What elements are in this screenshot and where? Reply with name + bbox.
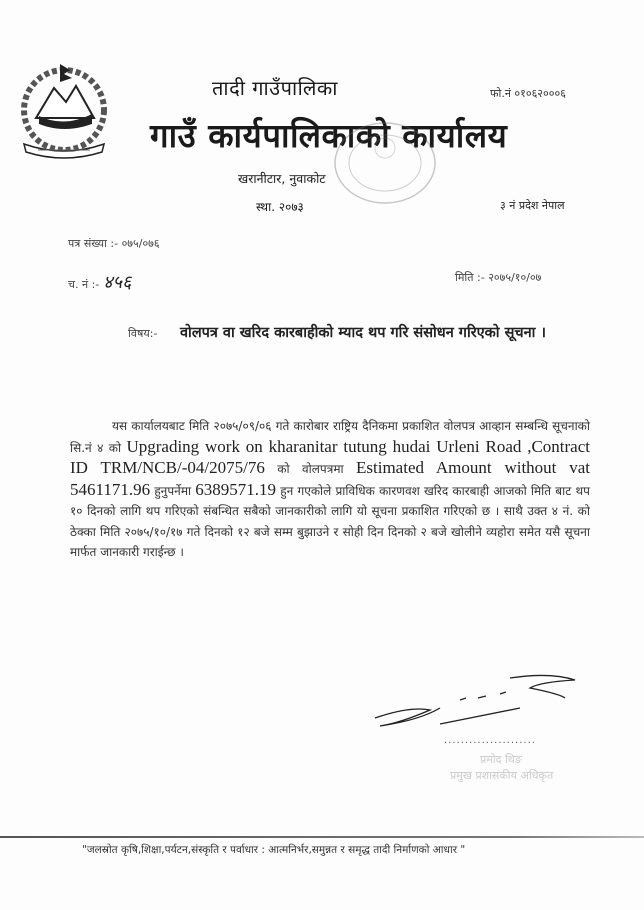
subject-text: वोलपत्र वा खरिद कारबाहीको म्याद थप गरि संसोधन गरिएको सूचना । <box>180 325 546 341</box>
body-part-4: हुन गएकोले प्राविधिक कारणवश खरिद कारबाही आजको मिति बाट थप १० दिनको लागि थप गरिएको संबन्धित सबैको जानकारीको लागि यो सूचना प्रकाशित गरिएको छ । साथै उक्त ४ नं. को ठेक्का मिति २०७५/१०/१७ गते दिनको १२ बजे सम्म बुझाउने र सोही दिन दिनको २ बजे खोलीने व्यहोरा समेत यसै सूचना मार्फत जानकारी गराईन्छ । <box>70 483 590 559</box>
body-part-1: यस कार्यालयबाट मिति २०७५/०९/०६ गते कारोबार राष्ट्रिय दैनिकमा प्रकाशित वोलपत्र आव्हान सम्बन्धि सूचनाको सि.नं ४ को <box>70 419 590 455</box>
established-year: स्था. २०७३ <box>256 200 304 214</box>
signature-line: ...................... <box>444 735 536 746</box>
office-title: गाउँ कार्यपालिकाको कार्यालय <box>150 116 508 155</box>
nepal-emblem-icon <box>14 58 114 168</box>
municipality-name: तादी गाउँपालिका <box>212 76 338 100</box>
body-project-name: Upgrading work on kharanitar tutung hudai Urleni Road ,Contract ID TRM/NCB/-04/2075/76 <box>70 436 590 477</box>
office-address: खरानीटार, नुवाकोट <box>238 171 326 186</box>
footer-divider <box>0 836 644 838</box>
province-label: ३ नं प्रदेश नेपाल <box>500 199 565 212</box>
dispatch-number-handwritten: ४५६ <box>103 272 132 293</box>
phone-number: फो.नं ०१०६२०००६ <box>490 87 566 100</box>
signatory-name: प्रमोद थिङ <box>480 753 522 766</box>
signatory-title: प्रमुख प्रशासकीय अधिकृत <box>450 769 554 782</box>
subject-label: विषय:- <box>128 327 158 340</box>
body-estimated-amount: Estimated Amount without vat 5461171.96 <box>70 458 591 499</box>
dispatch-number <box>68 270 131 294</box>
letter-body <box>70 416 590 563</box>
office-seal-stamp <box>330 118 440 208</box>
body-part-3: हुनुपर्नेमा <box>154 483 192 498</box>
body-part-2: को वोलपत्रमा <box>277 462 344 476</box>
reference-number: पत्र संख्या :- ०७५/०७६ <box>68 237 160 250</box>
letter-date: मिति :- २०७५/१०/०७ <box>455 271 542 284</box>
body-correct-amount: 6389571.19 <box>195 479 277 499</box>
dispatch-label: च. नं :- <box>68 278 100 291</box>
footer-motto: "जलस्रोत कृषि,शिक्षा,पर्यटन,संस्कृति र पर्वाधार : आत्मनिर्भर,समुन्नत र समृद्ध तादी निर्माणको आधार " <box>82 844 466 856</box>
